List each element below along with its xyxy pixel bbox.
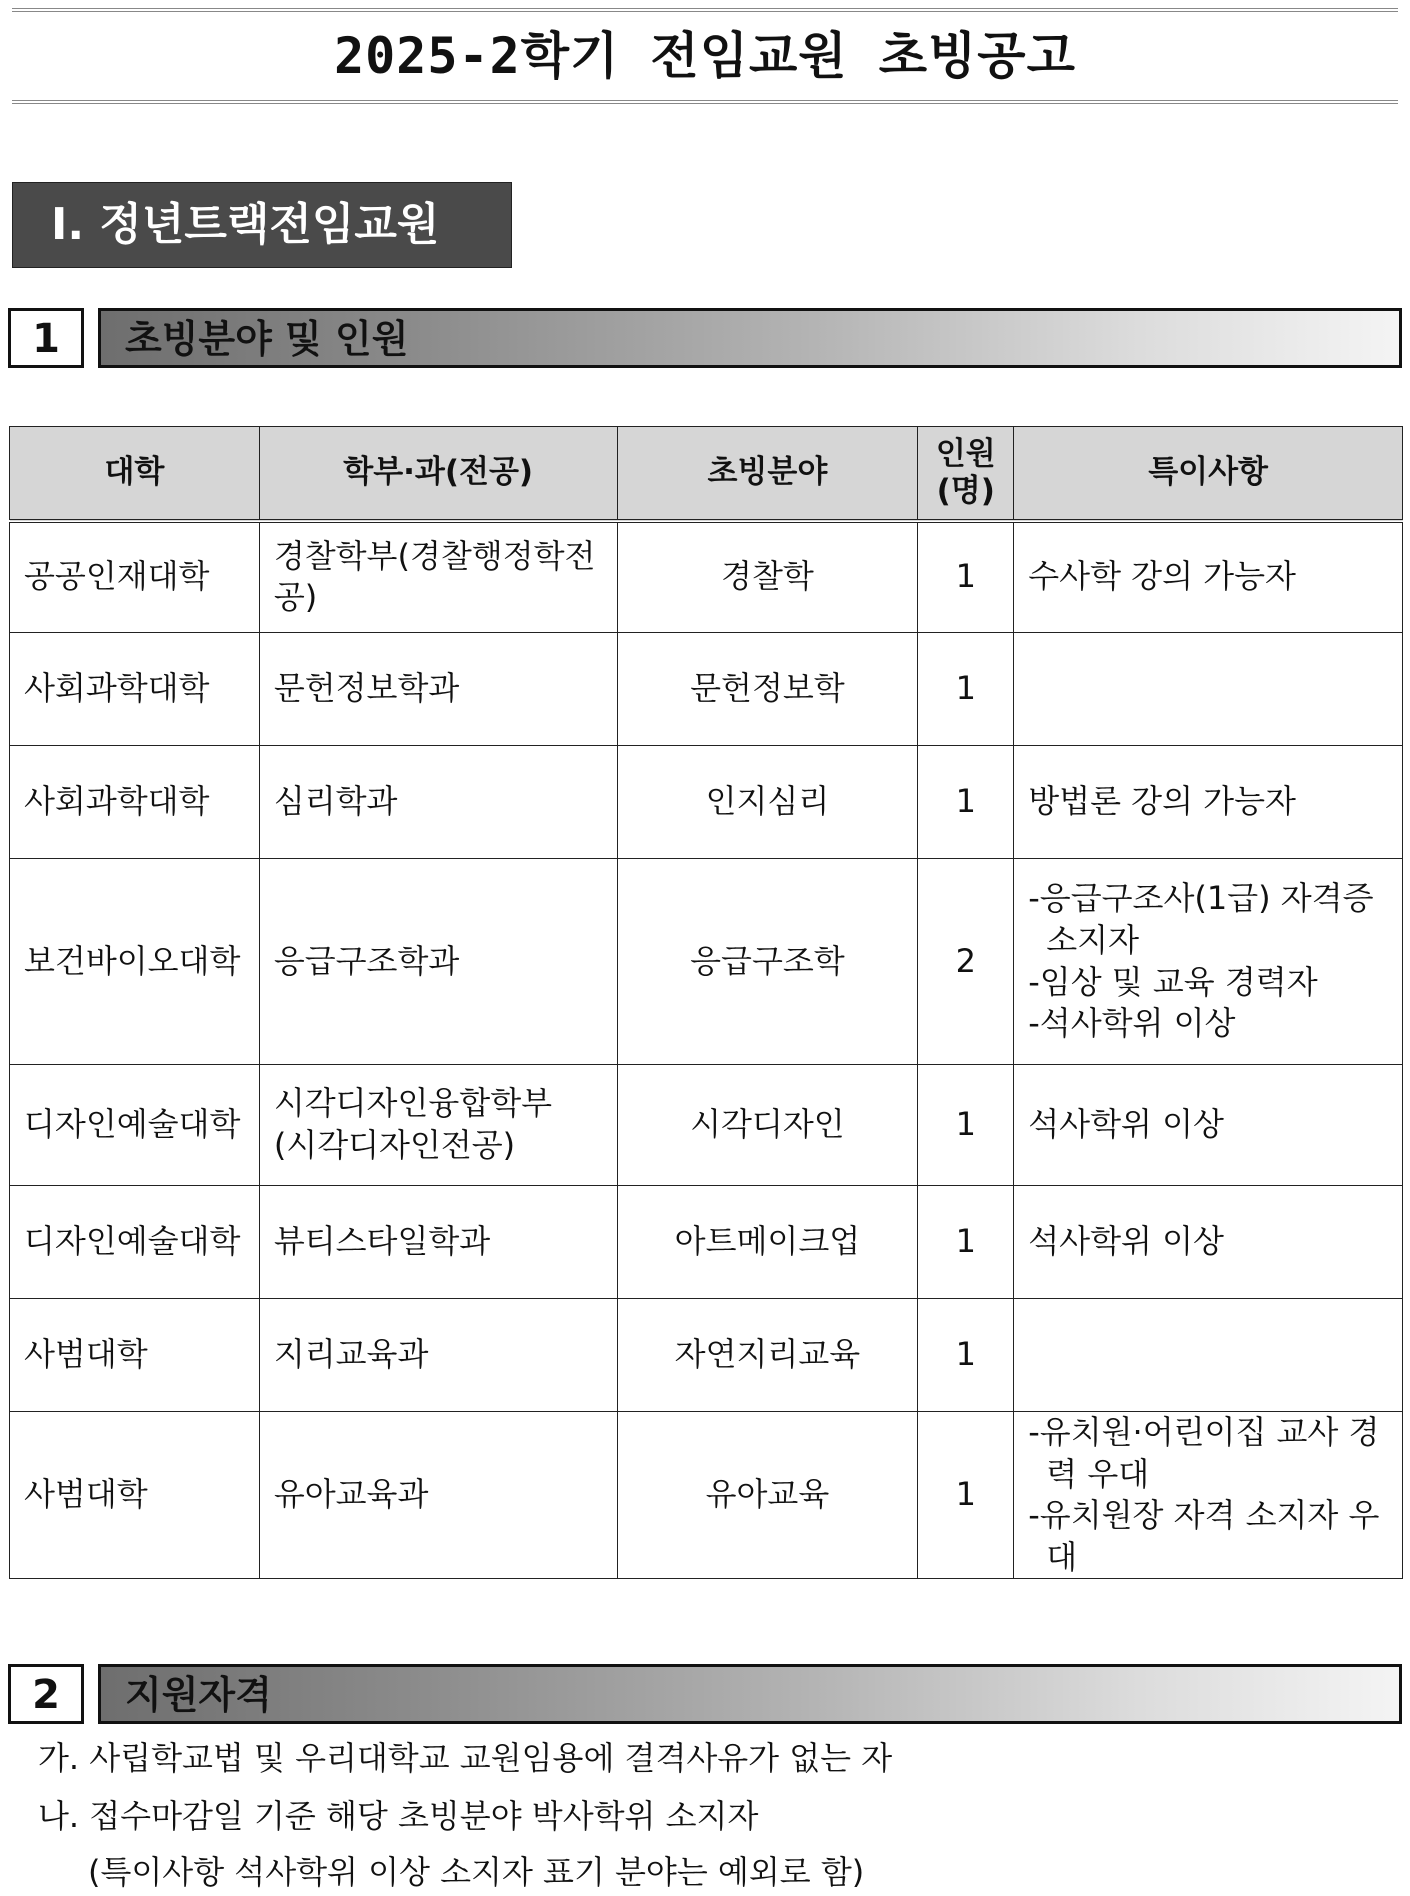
table-row: [10, 1065, 1403, 1186]
cell-count: 1: [918, 746, 1014, 859]
cell-college: 공공인재대학: [10, 521, 260, 633]
header-college: 대학: [10, 427, 260, 521]
cell-dept: 문헌정보학과: [259, 633, 617, 746]
cell-dept: 응급구조학과: [259, 859, 617, 1065]
note-item: -유치원·어린이집 교사 경력 우대: [1028, 1413, 1380, 1493]
cell-count: 1: [918, 1186, 1014, 1299]
note-list: [1028, 1221, 1388, 1263]
subsection-1-number: 1: [8, 308, 84, 368]
cell-dept: 지리교육과: [259, 1299, 617, 1412]
subsection-1-bar: [98, 308, 1402, 368]
subsection-2-bar: [98, 1664, 1402, 1724]
cell-field: 경찰학: [617, 521, 918, 633]
title-block: [12, 8, 1398, 104]
cell-dept: 유아교육과: [259, 1412, 617, 1579]
cell-dept: 경찰학부(경찰행정학전공): [259, 521, 617, 633]
cell-field: 자연지리교육: [617, 1299, 918, 1412]
cell-field: 유아교육: [617, 1412, 918, 1579]
cell-dept: 뷰티스타일학과: [259, 1186, 617, 1299]
subsection-2-number: 2: [8, 1664, 84, 1724]
cell-note: [1014, 1065, 1403, 1186]
table-row: [10, 1186, 1403, 1299]
note-item: -유치원장 자격 소지자 우대: [1028, 1496, 1380, 1576]
title-bottom-rule: [12, 100, 1398, 104]
cell-dept: 시각디자인융합학부 (시각디자인전공): [259, 1065, 617, 1186]
cell-note: [1014, 746, 1403, 859]
cell-note: [1014, 633, 1403, 746]
recruitment-table: [9, 426, 1403, 1579]
section-heading: Ⅰ. 정년트랙전임교원: [12, 182, 512, 268]
note-item: 방법론 강의 가능자: [1028, 782, 1296, 821]
subsection-1-title: 초빙분야 및 인원: [125, 317, 409, 361]
cell-field: 인지심리: [617, 746, 918, 859]
note-item: 석사학위 이상: [1028, 1222, 1224, 1261]
cell-college: 디자인예술대학: [10, 1186, 260, 1299]
subsection-1-header: [8, 308, 1402, 372]
cell-field: 응급구조학: [617, 859, 918, 1065]
note-list: [1028, 556, 1388, 598]
header-dept: 학부·과(전공): [259, 427, 617, 521]
table-row: [10, 521, 1403, 633]
table-row: [10, 1412, 1403, 1579]
cell-note: [1014, 1299, 1403, 1412]
table-row: [10, 746, 1403, 859]
cell-note: [1014, 859, 1403, 1065]
cell-dept: 심리학과: [259, 746, 617, 859]
cell-college: 사범대학: [10, 1299, 260, 1412]
qualification-item: 나. 접수마감일 기준 해당 초빙분야 박사학위 소지자: [38, 1797, 759, 1835]
note-item: 석사학위 이상: [1028, 1105, 1224, 1144]
table-header-row: [10, 427, 1403, 521]
qualification-note: (특이사항 석사학위 이상 소지자 표기 분야는 예외로 함): [88, 1853, 865, 1891]
note-item: -석사학위 이상: [1028, 1004, 1236, 1043]
cell-count: 2: [918, 859, 1014, 1065]
note-list: [1028, 878, 1388, 1044]
note-item: -임상 및 교육 경력자: [1028, 962, 1318, 1001]
cell-college: 사회과학대학: [10, 746, 260, 859]
cell-field: 문헌정보학: [617, 633, 918, 746]
cell-count: 1: [918, 1299, 1014, 1412]
cell-field: 아트메이크업: [617, 1186, 918, 1299]
note-list: [1028, 781, 1388, 823]
page-title: 2025-2학기 전임교원 초빙공고: [334, 27, 1076, 85]
cell-count: 1: [918, 521, 1014, 633]
cell-note: [1014, 521, 1403, 633]
note-list: [1028, 1412, 1388, 1578]
cell-note: [1014, 1186, 1403, 1299]
cell-note: [1014, 1412, 1403, 1579]
cell-college: 사회과학대학: [10, 633, 260, 746]
cell-college: 디자인예술대학: [10, 1065, 260, 1186]
cell-count: 1: [918, 633, 1014, 746]
subsection-2-header: [8, 1664, 1402, 1728]
cell-college: 사범대학: [10, 1412, 260, 1579]
note-item: 수사학 강의 가능자: [1028, 557, 1296, 596]
table-row: [10, 1299, 1403, 1412]
cell-college: 보건바이오대학: [10, 859, 260, 1065]
cell-count: 1: [918, 1065, 1014, 1186]
header-note: 특이사항: [1014, 427, 1403, 521]
note-item: -응급구조사(1급) 자격증 소지자: [1028, 879, 1374, 959]
subsection-2-title: 지원자격: [125, 1673, 272, 1717]
cell-count: 1: [918, 1412, 1014, 1579]
qualification-item: 가. 사립학교법 및 우리대학교 교원임용에 결격사유가 없는 자: [38, 1739, 893, 1777]
cell-field: 시각디자인: [617, 1065, 918, 1186]
note-list: [1028, 1104, 1388, 1146]
table-row: [10, 859, 1403, 1065]
header-field: 초빙분야: [617, 427, 918, 521]
header-count: 인원 (명): [918, 427, 1014, 521]
table-row: [10, 633, 1403, 746]
